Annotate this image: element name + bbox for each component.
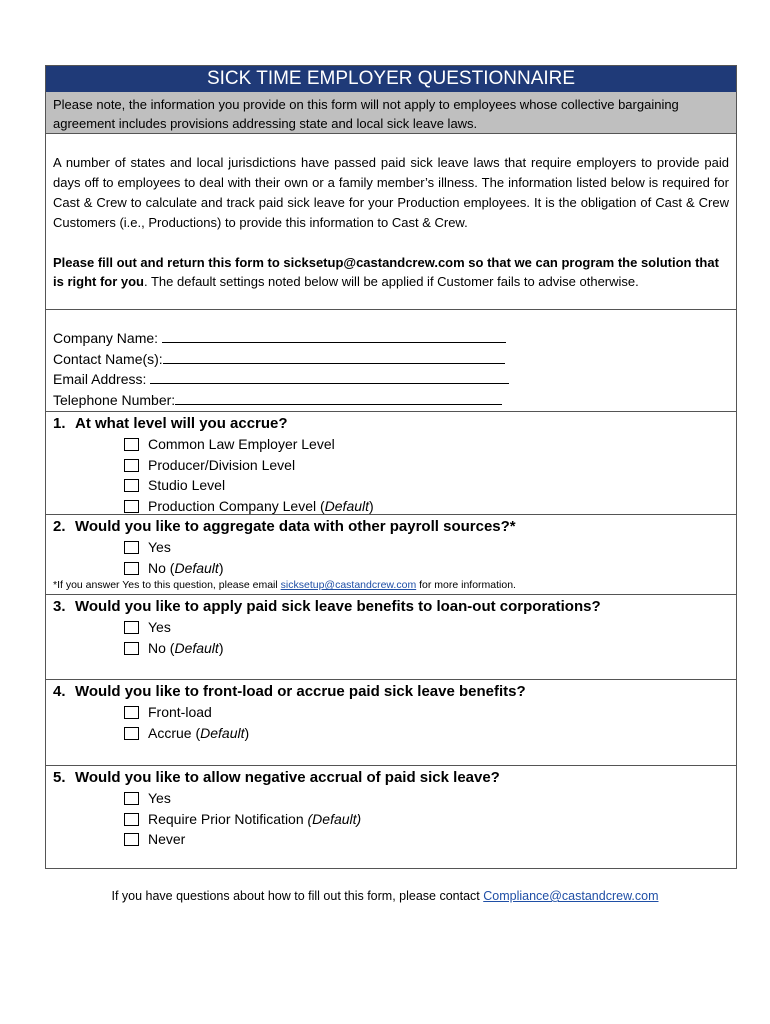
checkbox-icon[interactable]	[124, 727, 139, 740]
checkbox-icon[interactable]	[124, 792, 139, 805]
checkbox-icon[interactable]	[124, 500, 139, 513]
question-4-text: Would you like to front-load or accrue paid sick leave benefits?	[75, 683, 526, 700]
q5-option-yes[interactable]	[53, 788, 729, 809]
q2-option-yes[interactable]	[53, 537, 729, 558]
option-close: )	[244, 724, 250, 741]
footer-text: If you have questions about how to fill out this form, please contact	[111, 889, 484, 903]
question-2	[46, 515, 736, 595]
option-label: Never	[148, 831, 186, 847]
checkbox-icon[interactable]	[124, 813, 139, 826]
question-4-number: 4.	[53, 683, 66, 700]
default-marker: Default	[174, 639, 219, 656]
q2-option-no[interactable]	[53, 558, 729, 579]
footnote-suffix: for more information.	[416, 579, 516, 591]
question-2-text: Would you like to aggregate data with other payroll sources?*	[75, 518, 516, 535]
q4-option-front-load[interactable]	[53, 702, 729, 723]
option-label: Production Company Level (	[148, 497, 325, 514]
telephone-row	[53, 390, 729, 411]
q4-option-accrue[interactable]	[53, 723, 729, 744]
instruction-bold: Please fill out and return this form to sicksetup@castandcrew.com so that we can program the solution that is right for you	[53, 255, 719, 289]
sicksetup-email-link[interactable]: sicksetup@castandcrew.com	[280, 579, 417, 591]
question-3-number: 3.	[53, 598, 66, 615]
instruction-paragraph	[53, 253, 729, 291]
question-5-number: 5.	[53, 769, 66, 786]
question-5-text: Would you like to allow negative accrual of paid sick leave?	[75, 769, 500, 786]
email-field[interactable]	[150, 369, 509, 384]
option-close: )	[369, 497, 374, 514]
questionnaire-form	[45, 65, 737, 869]
checkbox-icon[interactable]	[124, 438, 139, 451]
q2-footnote	[53, 578, 729, 592]
checkbox-icon[interactable]	[124, 541, 139, 554]
option-label: Common Law Employer Level	[148, 436, 335, 452]
default-marker: Default	[174, 559, 219, 576]
option-label: No (	[148, 639, 175, 656]
telephone-field[interactable]	[175, 390, 502, 405]
option-label: Studio Level	[148, 477, 226, 493]
note-banner: Please note, the information you provide on this form will not apply to employees whose collective bargaining agreement includes provisions addressing state and local sick leave laws.	[46, 92, 736, 134]
default-marker: (Default)	[307, 810, 362, 827]
contact-name-field[interactable]	[163, 349, 505, 364]
option-label: Yes	[148, 619, 171, 635]
checkbox-icon[interactable]	[124, 706, 139, 719]
contact-name-row	[53, 349, 729, 370]
form-title: SICK TIME EMPLOYER QUESTIONNAIRE	[46, 66, 736, 92]
question-3	[46, 595, 736, 680]
option-label: Accrue (	[148, 724, 201, 741]
checkbox-icon[interactable]	[124, 642, 139, 655]
option-label: Front-load	[148, 704, 212, 720]
option-label: No (	[148, 559, 175, 576]
question-1-number: 1.	[53, 415, 66, 432]
intro-section	[46, 134, 736, 310]
option-label: Yes	[148, 790, 171, 806]
checkbox-icon[interactable]	[124, 833, 139, 846]
intro-paragraph: A number of states and local jurisdictions have passed paid sick leave laws that require employers to provide paid days off to employees to deal with their own or a family member’s illness. The information listed below is required for Cast & Crew to calculate and track paid sick leave for your Production employees. It is the obligation of Cast & Crew Customers (i.e., Productions) to provide this information to Cast & Crew.	[53, 155, 729, 230]
question-1	[46, 412, 736, 515]
default-marker: Default	[324, 497, 370, 514]
default-marker: Default	[200, 724, 245, 741]
question-1-text: At what level will you accrue?	[75, 415, 288, 432]
question-3-text: Would you like to apply paid sick leave benefits to loan-out corporations?	[75, 598, 601, 615]
company-name-label: Company Name:	[53, 330, 162, 346]
q1-option-common-law[interactable]	[53, 434, 729, 455]
option-label: Yes	[148, 539, 171, 555]
footnote-text: *If you answer Yes to this question, please email	[53, 579, 281, 591]
email-row	[53, 369, 729, 390]
question-2-number: 2.	[53, 518, 66, 535]
company-name-field[interactable]	[162, 328, 506, 343]
q5-option-never[interactable]	[53, 829, 729, 850]
question-4	[46, 680, 736, 766]
email-label: Email Address:	[53, 371, 151, 387]
option-label: Require Prior Notification	[148, 810, 308, 827]
checkbox-icon[interactable]	[124, 621, 139, 634]
question-5-title	[53, 767, 729, 788]
question-2-title	[53, 516, 729, 537]
telephone-label: Telephone Number:	[53, 391, 176, 408]
q3-option-no[interactable]	[53, 638, 729, 659]
option-close: )	[218, 639, 224, 656]
checkbox-icon[interactable]	[124, 459, 139, 472]
q1-option-producer-division[interactable]	[53, 455, 729, 476]
contact-section	[46, 310, 736, 412]
q1-option-studio[interactable]	[53, 475, 729, 496]
question-4-title	[53, 681, 729, 702]
company-name-row	[53, 328, 729, 349]
footer	[0, 888, 770, 904]
question-1-title	[53, 413, 729, 434]
checkbox-icon[interactable]	[124, 562, 139, 575]
q5-option-require-notification[interactable]	[53, 809, 729, 830]
option-close: )	[218, 559, 224, 576]
option-label: Producer/Division Level	[148, 456, 296, 473]
contact-name-label: Contact Name(s):	[53, 350, 163, 367]
q1-option-production-company[interactable]	[53, 496, 729, 517]
q3-option-yes[interactable]	[53, 617, 729, 638]
checkbox-icon[interactable]	[124, 479, 139, 492]
instruction-rest: . The default settings noted below will be applied if Customer fails to advise otherwise.	[144, 274, 639, 289]
question-5	[46, 766, 736, 865]
question-3-title	[53, 596, 729, 617]
compliance-email-link[interactable]: Compliance@castandcrew.com	[483, 889, 659, 903]
